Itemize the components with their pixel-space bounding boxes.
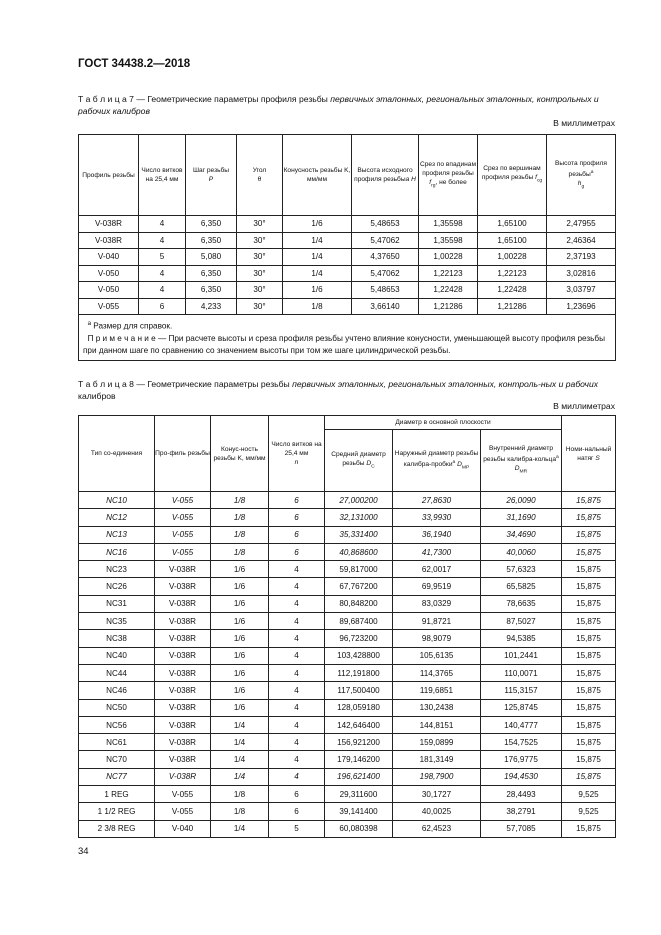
table8-caption: [78, 378, 615, 402]
table7-header-row: [79, 135, 616, 216]
t7-head-crest: Срез по вершинам профиля резьбы $f_{cg}$: [478, 135, 547, 216]
t8-head-turns: Число витков на 25,4 мм n: [269, 416, 325, 492]
table-cell: 34,4690: [481, 526, 562, 543]
table-row: [79, 751, 616, 768]
t8-head-group: Диаметр в основной плоскости: [325, 416, 562, 430]
document-header: ГОСТ 34438.2—2018: [78, 58, 191, 70]
table-cell: 15,875: [562, 647, 616, 664]
table-cell: 159,0899: [393, 734, 481, 751]
table-cell: V-038R: [155, 561, 211, 578]
table-cell: 15,875: [562, 768, 616, 785]
table-cell: V-055: [155, 803, 211, 820]
table-cell: 6,350: [186, 232, 237, 249]
table-cell: 5: [269, 820, 325, 837]
table-cell: 30°: [237, 298, 283, 315]
table-cell: 6: [139, 298, 186, 315]
table-cell: 98,9079: [393, 630, 481, 647]
table-cell: NC31: [79, 595, 155, 612]
table-cell: 6: [269, 492, 325, 509]
table-cell: 33,9930: [393, 509, 481, 526]
table-cell: 15,875: [562, 613, 616, 630]
t7-head-profile: Профиль резьбы: [79, 135, 139, 216]
table-cell: 65,5825: [481, 578, 562, 595]
table-cell: 4: [269, 699, 325, 716]
table-cell: 1/6: [283, 282, 352, 299]
table-cell: 1 1/2 REG: [79, 803, 155, 820]
table-cell: 6,350: [186, 265, 237, 282]
table-cell: 15,875: [562, 543, 616, 560]
table-cell: 1/8: [211, 786, 269, 803]
table-cell: NC50: [79, 699, 155, 716]
table-cell: 4,37650: [352, 249, 419, 266]
table-cell: V-038R: [79, 232, 139, 249]
table-cell: 9,525: [562, 803, 616, 820]
table-cell: 110,0071: [481, 664, 562, 681]
table-cell: 101,2441: [481, 647, 562, 664]
table-cell: 1/8: [211, 509, 269, 526]
table-cell: 87,5027: [481, 613, 562, 630]
table-cell: 27,000200: [325, 492, 393, 509]
table-cell: V-038R: [155, 751, 211, 768]
table-cell: 4: [269, 595, 325, 612]
table-cell: V-055: [155, 543, 211, 560]
table7-notes: [79, 315, 616, 361]
table-cell: 1,21286: [478, 298, 547, 315]
table-cell: 1,35598: [419, 232, 478, 249]
table-cell: 1/4: [283, 249, 352, 266]
table-cell: 62,0017: [393, 561, 481, 578]
table-cell: 103,428800: [325, 647, 393, 664]
table-cell: 78,6635: [481, 595, 562, 612]
table-cell: 6,350: [186, 216, 237, 233]
table-cell: NC16: [79, 543, 155, 560]
table-cell: 9,525: [562, 786, 616, 803]
table-cell: NC40: [79, 647, 155, 664]
table-cell: 119,6851: [393, 682, 481, 699]
table-cell: 38,2791: [481, 803, 562, 820]
table-cell: 15,875: [562, 492, 616, 509]
table-cell: V-038R: [79, 216, 139, 233]
table-cell: 26,0090: [481, 492, 562, 509]
t8-head-nominal: Номи-нальный натяг S: [562, 416, 616, 492]
table-cell: 1,35598: [419, 216, 478, 233]
table7: [78, 134, 616, 361]
table-row: [79, 561, 616, 578]
table-cell: 4: [269, 578, 325, 595]
table-cell: 4: [269, 613, 325, 630]
table-cell: 1,22428: [478, 282, 547, 299]
table-row: [79, 265, 616, 282]
table-cell: 15,875: [562, 526, 616, 543]
table-cell: 130,2438: [393, 699, 481, 716]
table-cell: 154,7525: [481, 734, 562, 751]
table-cell: NC12: [79, 509, 155, 526]
table-cell: 59,817000: [325, 561, 393, 578]
table-cell: 176,9775: [481, 751, 562, 768]
table-cell: 1/6: [211, 699, 269, 716]
table-cell: 1,23696: [547, 298, 616, 315]
table-cell: 39,141400: [325, 803, 393, 820]
table-cell: 15,875: [562, 820, 616, 837]
table-cell: 15,875: [562, 751, 616, 768]
table-cell: 1/8: [211, 543, 269, 560]
table-cell: 4: [139, 265, 186, 282]
table-cell: V-038R: [155, 682, 211, 699]
table-row: [79, 734, 616, 751]
table8-header-row-1: [79, 416, 616, 430]
table-cell: 80,848200: [325, 595, 393, 612]
table-cell: 36,1940: [393, 526, 481, 543]
table-cell: 198,7900: [393, 768, 481, 785]
table-cell: 2,37193: [547, 249, 616, 266]
table-cell: NC23: [79, 561, 155, 578]
table-cell: 105,6135: [393, 647, 481, 664]
table-cell: 60,080398: [325, 820, 393, 837]
table-cell: 40,868600: [325, 543, 393, 560]
table-cell: 140,4777: [481, 716, 562, 733]
table-cell: 29,311600: [325, 786, 393, 803]
table-cell: 1/4: [211, 820, 269, 837]
table8-caption-suffix: калибров: [78, 391, 116, 401]
table-cell: 15,875: [562, 578, 616, 595]
table7-caption-italic: первичных эталонных, региональных эталонных, контрольных и рабочих калибров: [78, 94, 599, 116]
table-cell: 4: [269, 682, 325, 699]
table-row: [79, 492, 616, 509]
table-cell: 1,00228: [419, 249, 478, 266]
table-cell: 1/6: [211, 613, 269, 630]
table-cell: V-055: [155, 526, 211, 543]
table-cell: V-050: [79, 282, 139, 299]
table-cell: 117,500400: [325, 682, 393, 699]
table-cell: 5,47062: [352, 265, 419, 282]
table-cell: 15,875: [562, 682, 616, 699]
table-row: [79, 526, 616, 543]
table-cell: 2 3/8 REG: [79, 820, 155, 837]
table-cell: 4: [269, 768, 325, 785]
table-cell: V-038R: [155, 734, 211, 751]
table-cell: 142,646400: [325, 716, 393, 733]
table7-caption-prefix: Т а б л и ц а 7 — Геометрические параметры профиля резьбы: [78, 94, 331, 104]
table-row: [79, 820, 616, 837]
table-cell: 1/6: [211, 682, 269, 699]
table-cell: NC44: [79, 664, 155, 681]
table-cell: 41,7300: [393, 543, 481, 560]
table-row: [79, 682, 616, 699]
table-cell: 6: [269, 543, 325, 560]
table-cell: 128,059180: [325, 699, 393, 716]
t8-head-profile: Про-филь резьбы: [155, 416, 211, 492]
table-cell: 1/6: [211, 561, 269, 578]
table-cell: 6: [269, 803, 325, 820]
table-row: [79, 298, 616, 315]
table-cell: 96,723200: [325, 630, 393, 647]
table-row: [79, 543, 616, 560]
t7-head-profile-height: Высота профиля резьбы$^a$ $h_g$: [547, 135, 616, 216]
table-cell: 4: [269, 647, 325, 664]
t8-head-taper: Конус-ность резьбы K, мм/мм: [211, 416, 269, 492]
table-cell: 4: [139, 216, 186, 233]
table-cell: 4: [269, 751, 325, 768]
table-cell: 15,875: [562, 509, 616, 526]
table-cell: 28,4493: [481, 786, 562, 803]
table-cell: 114,3765: [393, 664, 481, 681]
table-cell: 89,687400: [325, 613, 393, 630]
table-cell: 156,921200: [325, 734, 393, 751]
table-row: [79, 613, 616, 630]
table-cell: 30,1727: [393, 786, 481, 803]
table-cell: 6,350: [186, 282, 237, 299]
table-cell: V-040: [79, 249, 139, 266]
table-cell: NC38: [79, 630, 155, 647]
table-cell: 91,8721: [393, 613, 481, 630]
table-cell: 3,02816: [547, 265, 616, 282]
table-cell: 30°: [237, 265, 283, 282]
table-cell: 57,7085: [481, 820, 562, 837]
table-cell: V-038R: [155, 630, 211, 647]
t7-head-taper: Конусность резьбы K, мм/мм: [283, 135, 352, 216]
table-cell: NC77: [79, 768, 155, 785]
table-row: [79, 249, 616, 266]
table-cell: 4: [139, 232, 186, 249]
table-cell: 1/6: [211, 647, 269, 664]
table-cell: 3,03797: [547, 282, 616, 299]
table-cell: 15,875: [562, 630, 616, 647]
table-cell: 4: [269, 561, 325, 578]
table7-note: П р и м е ч а н и е — При расчете высоты и среза профиля резьбы учтено влияние конусности, уменьшающей высоту профиля резьбы при данном шаге по сравнению со значением высоты при том же шаге цилиндрической резьбы.: [83, 333, 605, 355]
table-cell: V-038R: [155, 699, 211, 716]
table-cell: 32,131000: [325, 509, 393, 526]
table-cell: V-038R: [155, 613, 211, 630]
table-cell: 15,875: [562, 595, 616, 612]
t7-head-pitch: Шаг резьбы P: [186, 135, 237, 216]
table-cell: NC26: [79, 578, 155, 595]
table-cell: 1,65100: [478, 232, 547, 249]
table-cell: 5: [139, 249, 186, 266]
table-cell: 1/8: [283, 298, 352, 315]
table-cell: 6: [269, 526, 325, 543]
table-cell: 1/8: [211, 526, 269, 543]
table-cell: 179,146200: [325, 751, 393, 768]
table-cell: 5,48653: [352, 216, 419, 233]
table8: [78, 415, 616, 838]
table-cell: 1,65100: [478, 216, 547, 233]
table-cell: V-038R: [155, 768, 211, 785]
table-cell: V-038R: [155, 647, 211, 664]
table-row: [79, 578, 616, 595]
table-cell: 1/4: [211, 716, 269, 733]
t7-head-turns: Число витков на 25,4 мм: [139, 135, 186, 216]
table-cell: 196,621400: [325, 768, 393, 785]
table-cell: 115,3157: [481, 682, 562, 699]
table-cell: V-038R: [155, 595, 211, 612]
table-cell: 30°: [237, 216, 283, 233]
table-row: [79, 699, 616, 716]
table-cell: 35,331400: [325, 526, 393, 543]
table-cell: 6: [269, 509, 325, 526]
table-cell: 94,5385: [481, 630, 562, 647]
table-cell: 2,47955: [547, 216, 616, 233]
table-cell: V-050: [79, 265, 139, 282]
table-cell: 4: [269, 716, 325, 733]
table7-notes-row: [79, 315, 616, 361]
table-cell: V-038R: [155, 716, 211, 733]
t7-head-root: Срез по впадинам профиля резьбы $f_{rg}$, не более: [419, 135, 478, 216]
table-cell: 15,875: [562, 734, 616, 751]
table-row: [79, 768, 616, 785]
table-cell: V-055: [79, 298, 139, 315]
table-cell: 1,22123: [419, 265, 478, 282]
table-cell: 62,4523: [393, 820, 481, 837]
table-row: [79, 664, 616, 681]
table-cell: V-055: [155, 509, 211, 526]
table-cell: NC10: [79, 492, 155, 509]
table-row: [79, 716, 616, 733]
table-cell: 83,0329: [393, 595, 481, 612]
table7-footnote: $^a$ Размер для справок.: [87, 320, 173, 331]
table7-unit: В миллиметрах: [553, 118, 615, 128]
t7-head-angle: Угол θ: [237, 135, 283, 216]
table-row: [79, 216, 616, 233]
table-cell: V-055: [155, 492, 211, 509]
table-cell: 3,66140: [352, 298, 419, 315]
table-cell: 5,48653: [352, 282, 419, 299]
table-cell: 4,233: [186, 298, 237, 315]
table-cell: 6: [269, 786, 325, 803]
table-cell: 1/8: [211, 803, 269, 820]
table-cell: 1/6: [211, 595, 269, 612]
table-cell: NC56: [79, 716, 155, 733]
table-row: [79, 786, 616, 803]
table-cell: 15,875: [562, 699, 616, 716]
table-cell: 1,22123: [478, 265, 547, 282]
t8-head-mid: Средний диаметр резьбы $D_C$: [325, 430, 393, 492]
table-cell: V-055: [155, 786, 211, 803]
table-cell: NC35: [79, 613, 155, 630]
table8-caption-prefix: Т а б л и ц а 8 — Геометрические параметры резьбы: [78, 379, 293, 389]
table-cell: 1,21286: [419, 298, 478, 315]
table-cell: 144,8151: [393, 716, 481, 733]
table-cell: 1,22428: [419, 282, 478, 299]
table-cell: 30°: [237, 249, 283, 266]
table-cell: 4: [269, 664, 325, 681]
table-cell: V-038R: [155, 664, 211, 681]
table8-unit: В миллиметрах: [553, 401, 615, 411]
table-cell: 1/6: [211, 664, 269, 681]
table-row: [79, 595, 616, 612]
table-cell: 1,00228: [478, 249, 547, 266]
table-cell: 181,3149: [393, 751, 481, 768]
table-cell: 1/6: [283, 216, 352, 233]
table-cell: 40,0025: [393, 803, 481, 820]
table-row: [79, 803, 616, 820]
table-cell: 30°: [237, 282, 283, 299]
table-cell: 15,875: [562, 716, 616, 733]
table-cell: 27,8630: [393, 492, 481, 509]
table-cell: 67,767200: [325, 578, 393, 595]
table-cell: 2,46364: [547, 232, 616, 249]
table-cell: 4: [139, 282, 186, 299]
table-cell: 31,1690: [481, 509, 562, 526]
table-cell: 125,8745: [481, 699, 562, 716]
table-cell: 1/6: [211, 578, 269, 595]
table7-caption: [78, 93, 615, 117]
page-number: 34: [78, 846, 89, 857]
table-cell: 57,6323: [481, 561, 562, 578]
table-cell: NC70: [79, 751, 155, 768]
table-cell: NC13: [79, 526, 155, 543]
table-cell: 1/4: [211, 768, 269, 785]
table-cell: V-038R: [155, 578, 211, 595]
table-cell: 1/6: [211, 630, 269, 647]
table-cell: 40,0060: [481, 543, 562, 560]
table-cell: NC46: [79, 682, 155, 699]
t8-head-inner: Внутренний диаметр резьбы калибра-кольца$^a$ $D_{MR}$: [481, 430, 562, 492]
table-cell: 5,47062: [352, 232, 419, 249]
table-cell: 1/4: [283, 232, 352, 249]
table8-caption-italic: первичных эталонных, региональных эталонных, контроль-ных и рабочих: [292, 379, 599, 389]
table-cell: 15,875: [562, 664, 616, 681]
table-row: [79, 232, 616, 249]
table-cell: 30°: [237, 232, 283, 249]
t7-head-height: Высота исходного профиля резьбыa H: [352, 135, 419, 216]
table-row: [79, 630, 616, 647]
table-cell: 69,9519: [393, 578, 481, 595]
table-cell: NC61: [79, 734, 155, 751]
table-cell: 1/4: [211, 734, 269, 751]
table-cell: 15,875: [562, 561, 616, 578]
table-cell: 1 REG: [79, 786, 155, 803]
t8-head-conn: Тип со-единения: [79, 416, 155, 492]
table-cell: 1/8: [211, 492, 269, 509]
table-cell: 4: [269, 630, 325, 647]
table-cell: 112,191800: [325, 664, 393, 681]
table-cell: V-040: [155, 820, 211, 837]
table-cell: 5,080: [186, 249, 237, 266]
table-cell: 1/4: [211, 751, 269, 768]
table-cell: 194,4530: [481, 768, 562, 785]
table-row: [79, 509, 616, 526]
table-cell: 4: [269, 734, 325, 751]
t8-head-outer: Наружный диаметр резьбы калибра-пробки$^a$ $D_{MP}$: [393, 430, 481, 492]
table-row: [79, 282, 616, 299]
table-cell: 1/4: [283, 265, 352, 282]
table-row: [79, 647, 616, 664]
